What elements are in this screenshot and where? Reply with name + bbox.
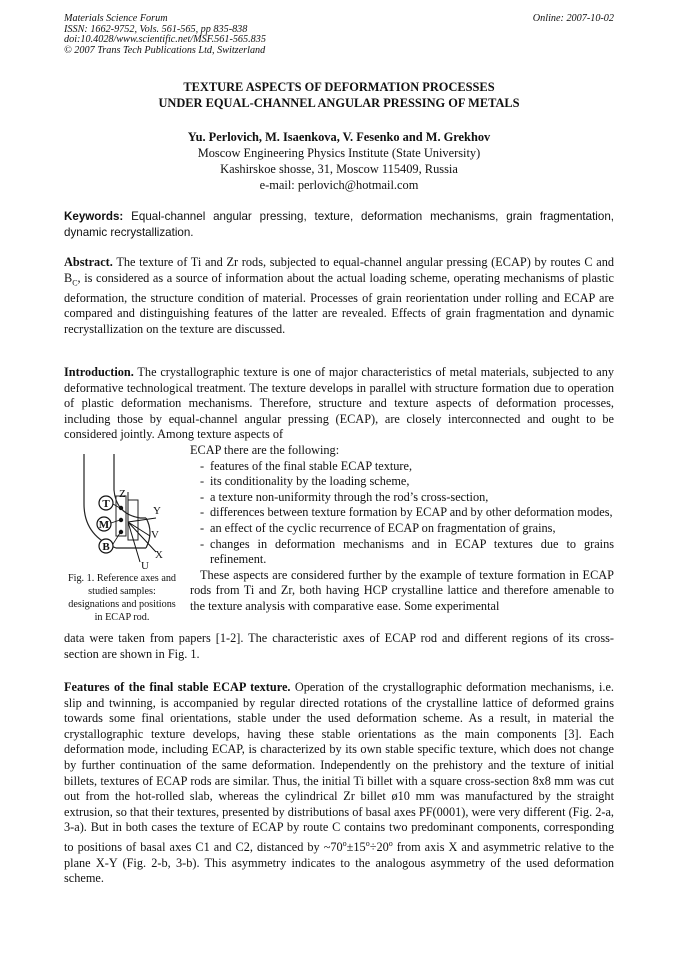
list-item: - features of the final stable ECAP texture, xyxy=(200,458,413,473)
introduction-paragraph xyxy=(64,365,614,443)
paper-title xyxy=(64,79,614,111)
label-z: Z xyxy=(119,488,126,500)
label-v: V xyxy=(151,529,159,541)
author-block xyxy=(64,129,614,193)
copyright-line: © 2007 Trans Tech Publications Ltd, Switzerland xyxy=(64,44,266,56)
figure-1-drawing xyxy=(64,452,180,570)
keywords-text: Equal-channel angular pressing, texture, deformation mechanisms, grain fragmentation, dynamic recrystallization. xyxy=(64,210,614,239)
abstract-subscript: C xyxy=(72,278,78,288)
introduction-label: Introduction. xyxy=(64,365,134,379)
abstract-label: Abstract. xyxy=(64,255,113,269)
list-item: - changes in deformation mechanisms and in ECAP textures due to grains refinement. xyxy=(200,536,614,567)
keywords-label: Keywords: xyxy=(64,210,124,223)
label-x: X xyxy=(155,549,163,561)
ecap-aspects-list xyxy=(190,443,614,615)
list-item: - its conditionality by the loading scheme, xyxy=(200,474,410,489)
label-b: B xyxy=(102,541,110,553)
affiliation: Moscow Engineering Physics Institute (State University) xyxy=(197,146,481,160)
email[interactable]: e-mail: perlovich@hotmail.com xyxy=(259,178,419,192)
figure-1 xyxy=(64,452,180,570)
list-intro: ECAP there are the following: xyxy=(190,443,340,457)
features-text-b: from axis X and asymmetric relative to the plane X-Y (Fig. 2-b, 3-b). This asymmetry indicates to the analogous asymmetry of the used deformation scheme. xyxy=(64,840,614,886)
abstract-paragraph xyxy=(64,255,614,337)
abstract-text-b: , is considered as a source of information about the actual loading scheme, operating mechanisms of plastic deformation, the structure condition of material. Processes of grain reorientation under rolling and ECAP are compared and distinguishing features of the latter are revealed. Effects of grain fragmentation and dynamic recrystallization on the texture are discussed. xyxy=(64,270,614,336)
title-line-1: TEXTURE ASPECTS OF DEFORMATION PROCESSES xyxy=(183,80,495,94)
list-item: - differences between texture formation by ECAP and by other deformation modes, xyxy=(200,505,613,520)
issn-line: ISSN: 1662-9752, Vols. 561-565, pp 835-838 xyxy=(64,23,248,35)
label-y: Y xyxy=(153,505,161,517)
address: Kashirskoe shosse, 31, Moscow 115409, Russia xyxy=(220,162,458,176)
introduction-text: The crystallographic texture is one of major characteristics of metal materials, subjected to any deformative technological treatment. The texture develops in parallel with structure formation due to operation of plastic deformation mechanisms. Therefore, structure and texture aspects of deformation processes, including those by equal-channel angular pressing (ECAP), are closely interconnected and ought to be considered jointly. Among texture aspects of xyxy=(64,365,614,442)
after-list-side-text: These aspects are considered further by the example of texture formation in ECAP rods from Ti and Zr, both having HCP crystalline lattice and therefore amenable to the texture analysis with comparative ease. Some experimental xyxy=(190,567,614,613)
running-header xyxy=(64,14,614,56)
label-t: T xyxy=(102,498,110,510)
features-label: Features of the final stable ECAP texture. xyxy=(64,680,291,694)
sample-rect-2 xyxy=(128,500,138,540)
figure-1-caption: Fig. 1. Reference axes and studied samples: designations and positions in ECAP rod. xyxy=(67,573,177,623)
doi-line: doi:10.4028/www.scientific.net/MSF.561-565.835 xyxy=(64,34,266,46)
abstract-text-a: The texture of Ti and Zr rods, subjected to equal-channel angular pressing (ECAP) by routes C and B xyxy=(64,255,614,285)
title-line-2: UNDER EQUAL-CHANNEL ANGULAR PRESSING OF METALS xyxy=(158,96,520,110)
list-item: - an effect of the cyclic recurrence of ECAP on fragmentation of grains, xyxy=(200,520,556,535)
list-item: - a texture non-uniformity through the rod’s cross-section, xyxy=(200,489,489,504)
journal-name: Materials Science Forum xyxy=(64,13,168,24)
features-paragraph: Features of the final stable ECAP texture. Operation of the crystallographic deformation mechanisms, i.e. slip and twinning, is accompanied by regular directed rotations of the crystalline lattice of deformed grains towards some final orientations, stable under the used deformation scheme. As a result, in material the crystallographic texture develops, having these stable orientations as the main components [3]. Each deformation mode, including ECAP, is characterized by its own stable specific texture, which does not change by further continuation of the same deformation. Independently on the prehistory and the texture of initial billets, textures of ECAP rods are similar. Thus, the initial Ti billet with a square cross-section 8x8 mm was cut out from the hot-rolled slab, whereas the cylindrical Zr billet ø10 mm was manufactured by the straight extrusion, so that their textures, presented by distributions of basal axes PF(0001), were very different (Fig. 2-a, 3-a). But in both cases the texture of ECAP by route C contains two predominant components, corresponding to positions of basal axes C1 and C2, distanced by $\sim 70^o\pm 15^o\div 20^o$ from axis X and asymmetric relative to the plane X-Y (Fig. 2-b, 3-b). This asymmetry indicates to the analogous asymmetry of the used deformation scheme. xyxy=(64,680,614,886)
author-names: Yu. Perlovich, M. Isaenkova, V. Fesenko and M. Grekhov xyxy=(187,130,491,144)
keywords-paragraph xyxy=(64,209,614,240)
after-list-full-text: data were taken from papers [1-2]. The characteristic axes of ECAP rod and different regions of its cross-section are shown in Fig. 1. xyxy=(64,631,614,661)
online-date: Online: 2007-10-02 xyxy=(532,13,614,24)
rod-outline-inner xyxy=(114,454,146,518)
rod-outline-outer xyxy=(84,454,146,548)
features-text-a: Operation of the crystallographic deformation mechanisms, i.e. slip and twinning, is accompanied by regular directed rotations of the crystalline lattice of deformed grains towards some final orientations, stable under the used deformation scheme. As a result, in material the crystallographic texture develops, having these stable orientations as the main components [3]. Each deformation mode, including ECAP, is characterized by its own stable specific texture, which does not change by further continuation of the same deformation. Independently on the prehistory and the texture of initial billets, textures of ECAP rods are similar. Thus, the initial Ti billet with a square cross-section 8x8 mm was cut out from the hot-rolled slab, whereas the cylindrical Zr billet ø10 mm was manufactured by the straight extrusion, so that their textures, presented by distributions of basal axes PF(0001), were very different (Fig. 2-a, 3-a). But in both cases the texture of ECAP by route C contains two predominant components, corresponding to positions of basal axes C1 and C2, distanced by ~70 xyxy=(64,680,614,855)
label-u: U xyxy=(141,560,149,570)
label-m: M xyxy=(98,519,110,531)
